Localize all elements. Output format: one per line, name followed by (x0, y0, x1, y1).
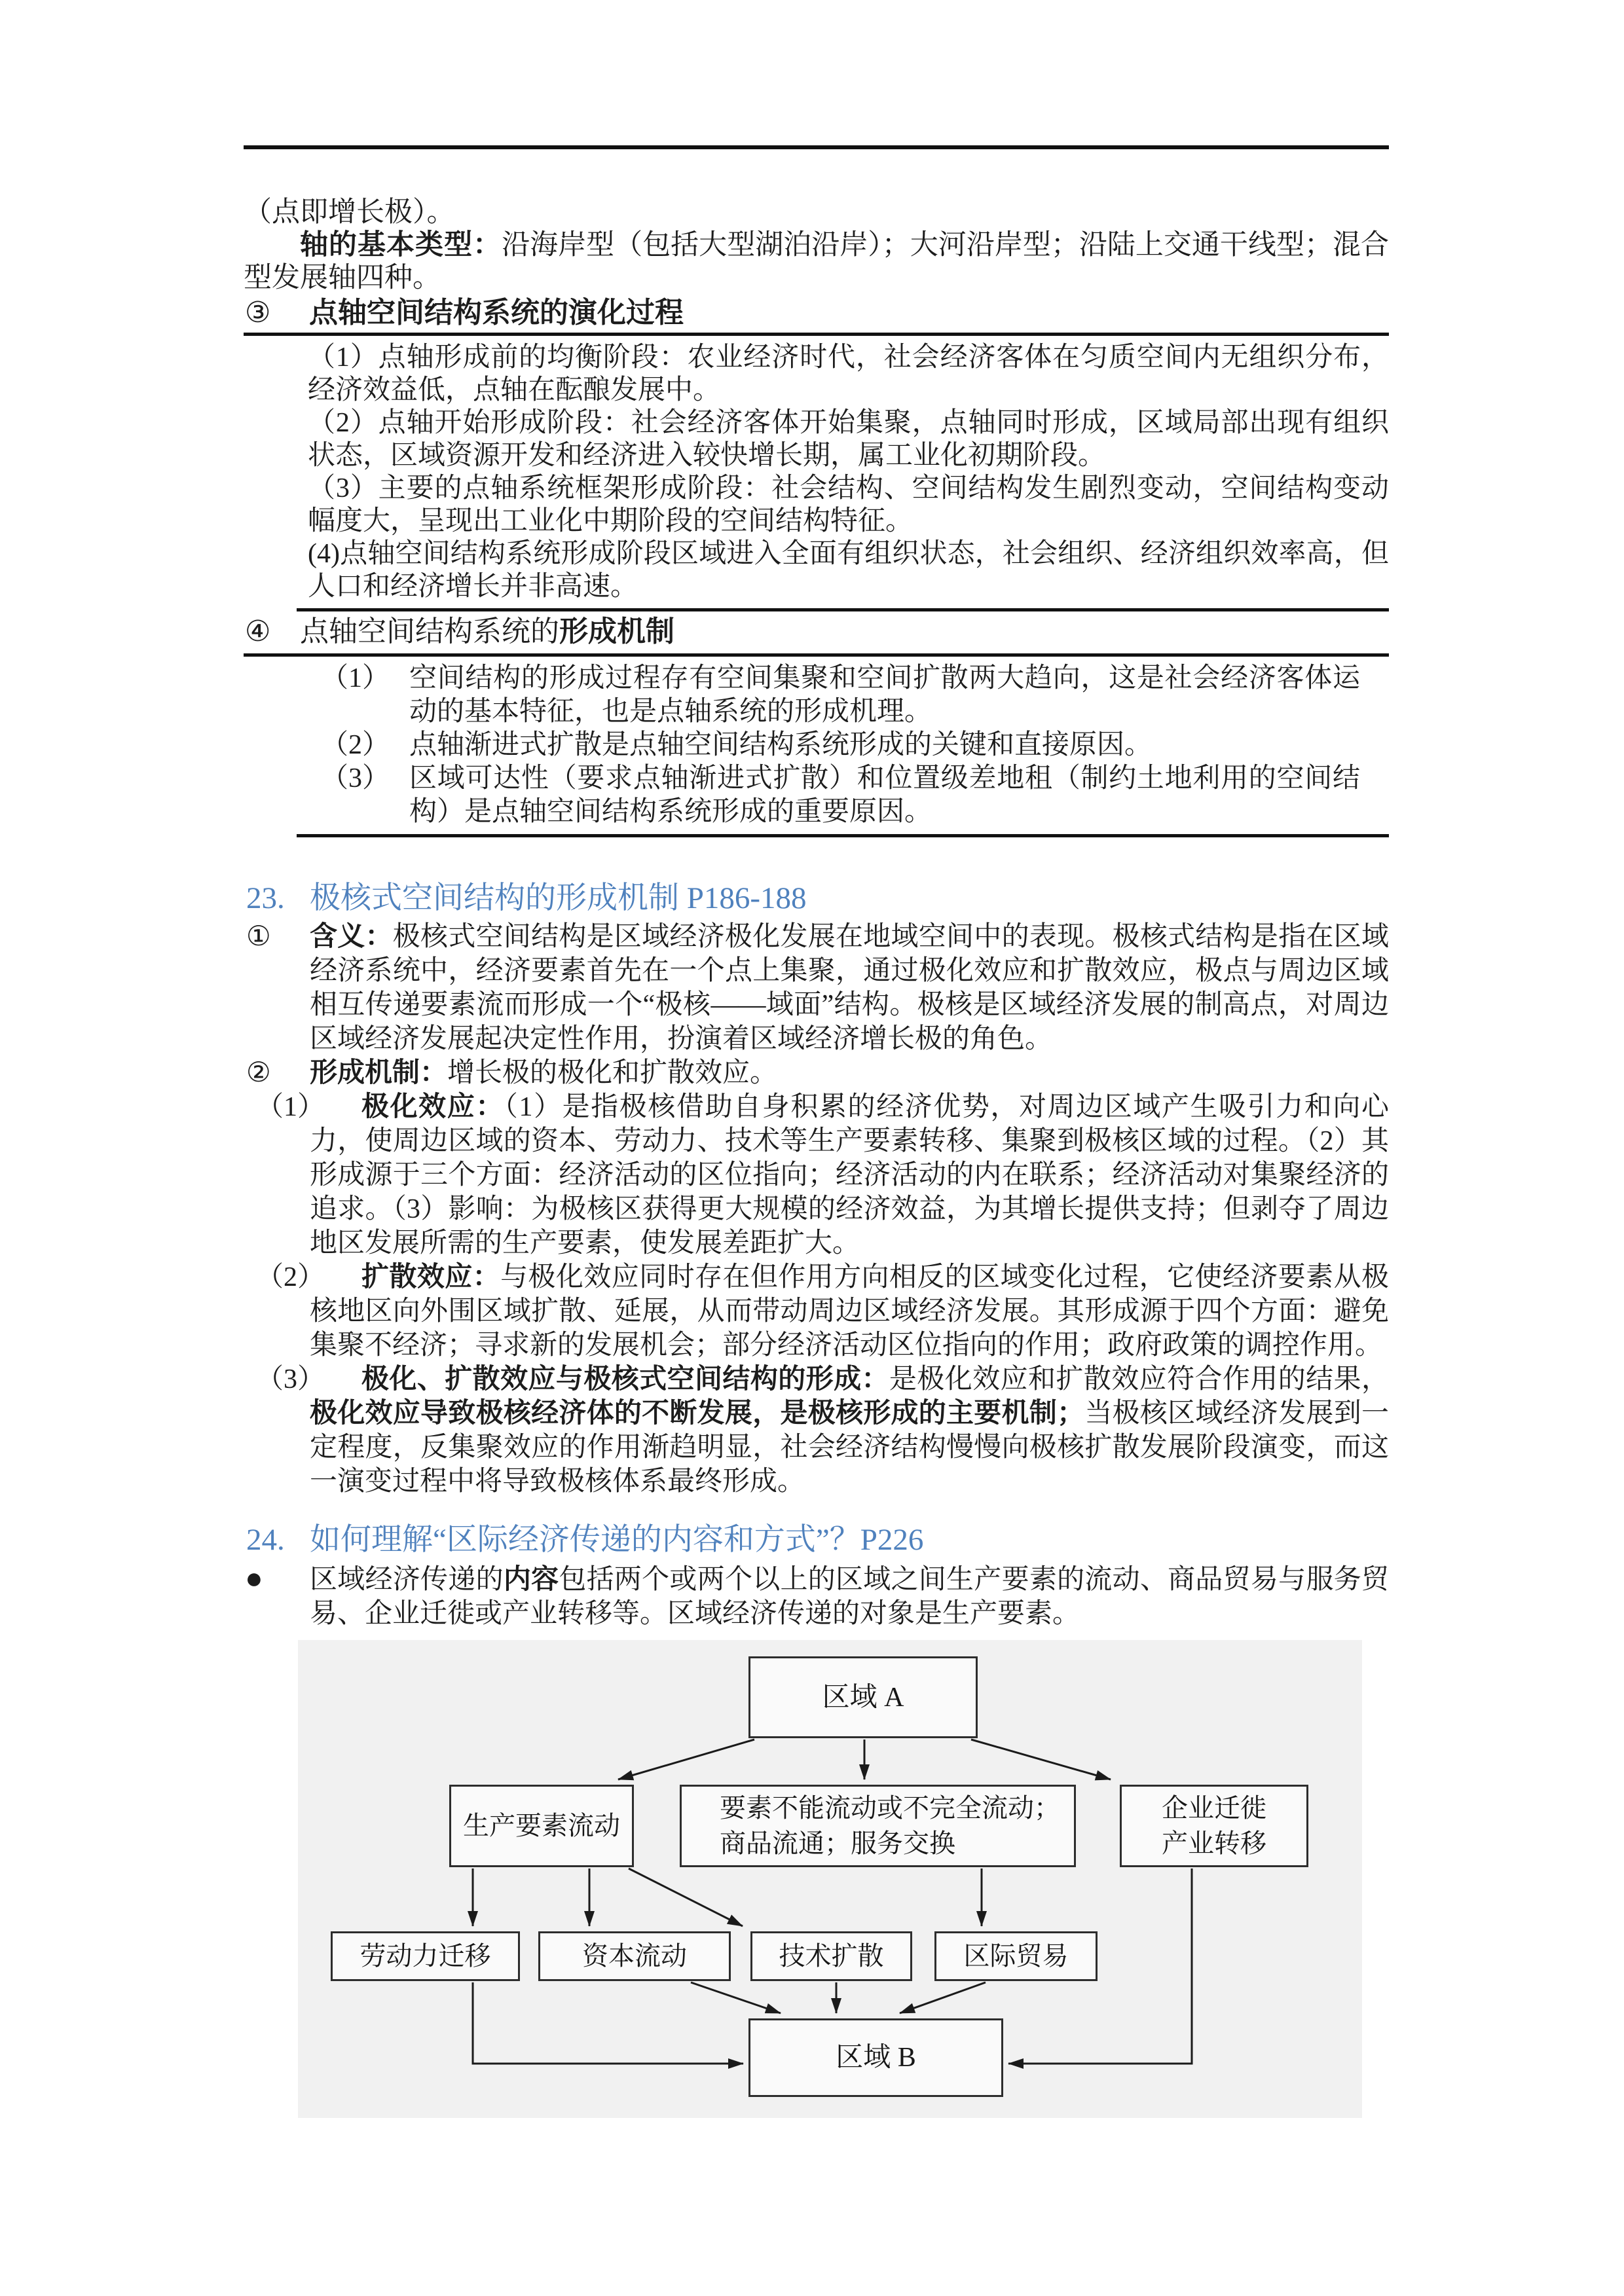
mechanism-label: 形成机制： (310, 1058, 448, 1088)
heading4-bold: 形成机制 (559, 615, 674, 647)
heading-evolution-title: 点轴空间结构系统的演化过程 (309, 297, 684, 329)
circled-3-marker: ③ (245, 297, 271, 329)
bullet-pre: 区域经济传递的 (310, 1565, 504, 1595)
list-item (244, 662, 1389, 729)
node-label-line1: 企业迁徙 (1162, 1793, 1266, 1823)
item-text: 点轴渐进式扩散是点轴空间结构系统形成的关键和直接原因。 (409, 730, 1153, 760)
item-text: 区域可达性（要求点轴渐进式扩散）和位置级差地租（制约土地利用的空间结构）是点轴空间结构系统形成的重要原因。 (409, 763, 1360, 827)
stage-paragraph: （3）主要的点轴系统框架形成阶段：社会结构、空间结构发生剧烈变动，空间结构变动幅度大，呈现出工业化中期阶段的空间结构特征。 (308, 473, 1389, 536)
question-23-heading (244, 879, 1389, 917)
circled-4-marker: ④ (245, 615, 271, 647)
combined-effect-item (244, 1362, 1389, 1499)
polarization-label: 极化效应： (361, 1092, 504, 1122)
node-label: 区域 A (822, 1682, 904, 1713)
node-label: 技术扩散 (779, 1941, 884, 1971)
divider-above-heading4 (297, 608, 1389, 611)
question-24-title: 如何理解“区际经济传递的内容和方式”？P226 (310, 1523, 924, 1557)
heading-evolution-process (244, 296, 1389, 330)
circled-1-marker: ① (246, 922, 271, 952)
polarization-text: （1）是指极核借助自身积累的经济优势，对周边区域产生吸引力和向心力，使周边区域的资本、劳动力、技术等生产要素转移、集聚到极核区域的过程。（2）其形成源于三个方面：经济活动的区位指向；经济活动的内在联系；经济活动对集聚经济的追求。（3）影响：为极核区获得更大规模的经济效益，为其增长提供支持；但剥夺了周边地区发展所需的生产要素，使发展差距扩大。 (310, 1092, 1389, 1258)
question-23-number: 23. (246, 881, 285, 915)
paragraph-axis-types (244, 229, 1389, 295)
node-immobile-factors (680, 1785, 1076, 1867)
item-marker: （3） (321, 763, 390, 793)
question-23-title: 极核式空间结构的形成机制 P186-188 (310, 881, 807, 915)
bullet-bold: 内容 (503, 1565, 559, 1595)
item-marker: （1） (321, 663, 390, 693)
node-label: 资本流动 (582, 1941, 687, 1971)
node-label-line2: 商品流通；服务交换 (720, 1829, 955, 1858)
heading4-regular: 点轴空间结构系统的 (300, 615, 559, 647)
diffusion-label: 扩散效应： (361, 1262, 501, 1292)
node-label: 劳动力迁移 (360, 1941, 491, 1971)
text-column (244, 0, 1389, 1631)
mechanism-item (244, 1056, 1389, 1090)
list-item (244, 762, 1389, 829)
bullet-icon: ● (245, 1561, 263, 1595)
node-label-line1: 要素不能流动或不完全流动； (720, 1793, 1060, 1823)
sub-marker: （1） (256, 1092, 325, 1122)
node-region-a (748, 1656, 978, 1738)
combined-text-a: 是极化效应和扩散效应符合作用的结果， (889, 1364, 1389, 1394)
question-24-heading (244, 1521, 1389, 1559)
node-label: 区际贸易 (963, 1941, 1069, 1971)
item-marker: （2） (321, 730, 390, 760)
sub-marker: （2） (256, 1262, 325, 1292)
item-text: 空间结构的形成过程存有空间集聚和空间扩散两大趋向，这是社会经济客体运动的基本特征，也是点轴系统的形成机理。 (409, 663, 1360, 727)
node-label: 区域 B (836, 2043, 916, 2073)
question-23-body (244, 920, 1389, 1499)
sub-marker: （3） (256, 1364, 325, 1394)
divider-end-table (297, 834, 1389, 837)
regional-transfer-flowchart (0, 1637, 1624, 2296)
node-region-b (748, 2018, 1003, 2097)
diffusion-effect-item (244, 1260, 1389, 1362)
formation-mechanism-list (244, 662, 1389, 829)
axis-types-text: 沿海岸型（包括大型湖泊沿岸）；大河沿岸型；沿陆上交通干线型；混合型发展轴四种。 (244, 230, 1390, 293)
definition-label: 含义： (310, 922, 393, 952)
stage-paragraph: (4)点轴空间结构系统形成阶段区域进入全面有组织状态，社会组织、经济组织效率高，但人口和经济增长并非高速。 (308, 539, 1389, 602)
divider-under-heading4 (244, 653, 1389, 657)
divider-top (244, 145, 1389, 149)
question-24-number: 24. (246, 1523, 285, 1557)
transfer-content-bullet (244, 1563, 1389, 1631)
node-label-line2: 产业转移 (1162, 1829, 1266, 1858)
evolution-stages-block (244, 341, 1389, 603)
definition-item (244, 920, 1389, 1056)
heading-formation-mechanism (244, 615, 1389, 648)
mechanism-text: 增长极的极化和扩散效应。 (447, 1058, 778, 1088)
stage-paragraph: （2）点轴开始形成阶段：社会经济客体开始集聚，点轴同时形成，区域局部出现有组织状态，区域资源开发和经济进入较快增长期，属工业化初期阶段。 (308, 408, 1389, 471)
heading-formation-title (244, 615, 1389, 648)
axis-types-label: 轴的基本类型： (300, 230, 502, 261)
polarization-effect-item (244, 1090, 1389, 1260)
node-enterprise-migration (1120, 1785, 1308, 1867)
combined-bold-2: 极化效应导致极核经济体的不断发展，是极核形成的主要机制； (310, 1398, 1085, 1429)
stage-paragraph: （1）点轴形成前的均衡阶段：农业经济时代，社会经济客体在匀质空间内无组织分布，经济效益低，点轴在酝酿发展中。 (308, 342, 1389, 405)
combined-text-b: 当极核区域经济发展到一定程度，反集聚效应的作用渐趋明显，社会经济结构慢慢向极核扩散发展阶段演变，而这一演变过程中将导致极核体系最终形成。 (310, 1398, 1389, 1497)
definition-text: 极核式空间结构是区域经济极化发展在地域空间中的表现。极核式结构是指在区域经济系统中，经济要素首先在一个点上集聚，通过极化效应和扩散效应，极点与周边区域相互传递要素流而形成一个“极核——域面”结构。极核是区域经济发展的制高点，对周边区域经济发展起决定性作用，扮演着区域经济增长极的角色。 (310, 922, 1389, 1054)
bullet-post: 包括两个或两个以上的区域之间生产要素的流动、商品贸易与服务贸易、企业迁徙或产业转移等。区域经济传递的对象是生产要素。 (310, 1565, 1389, 1629)
diffusion-text: 与极化效应同时存在但作用方向相反的区域变化过程，它使经济要素从极核地区向外围区域扩散、延展，从而带动周边区域经济发展。其形成源于四个方面：避免集聚不经济；寻求新的发展机会；部分经济活动区位指向的作用；政府政策的调控作用。 (310, 1262, 1389, 1360)
paragraph-point-growth-pole: （点即增长极）。 (244, 197, 455, 228)
list-item (244, 729, 1389, 762)
node-capital-flow (538, 1931, 731, 1981)
node-interregional-trade (934, 1931, 1098, 1981)
node-labor-migration (331, 1931, 520, 1981)
combined-label: 极化、扩散效应与极核式空间结构的形成： (361, 1364, 889, 1394)
node-production-factor-flow (449, 1785, 634, 1867)
node-label: 生产要素流动 (463, 1811, 620, 1840)
divider-under-heading3 (244, 333, 1389, 336)
node-technology-diffusion (750, 1931, 912, 1981)
circled-2-marker: ② (246, 1058, 271, 1088)
